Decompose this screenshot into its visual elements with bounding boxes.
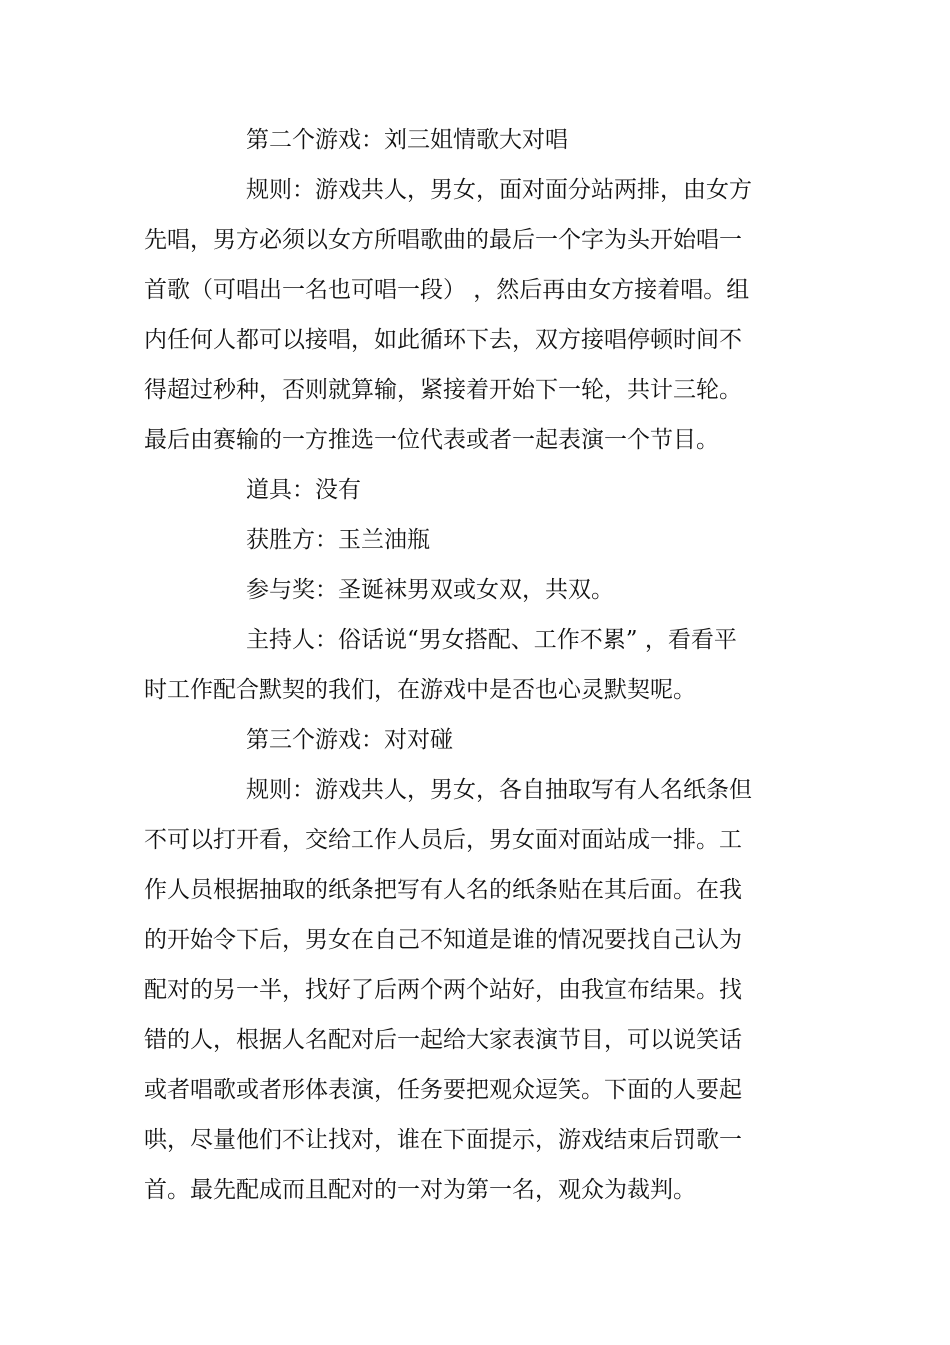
text-line: 首歌（可唱出一名也可唱一段） ，然后再由女方接着唱。组 (144, 277, 750, 303)
text-line: 时工作配合默契的我们，在游戏中是否也心灵默契呢。 (144, 677, 696, 703)
text-line: 的开始令下后，男女在自己不知道是谁的情况要找自己认为 (144, 927, 742, 953)
text-line: 规则：游戏共人，男女，面对面分站两排，由女方 (246, 177, 752, 203)
text-line: 配对的另一半，找好了后两个两个站好，由我宣布结果。找 (144, 977, 742, 1003)
text-line: 得超过秒种，否则就算输，紧接着开始下一轮，共计三轮。 (144, 377, 742, 403)
host-line: 主持人：俗话说“男女搭配、工作不累” ，看看平 (246, 627, 737, 653)
text-line: 先唱，男方必须以女方所唱歌曲的最后一个字为头开始唱一 (144, 227, 742, 253)
heading-game-three: 第三个游戏：对对碰 (246, 727, 453, 753)
text-line: 哄，尽量他们不让找对，谁在下面提示，游戏结束后罚歌一 (144, 1127, 742, 1153)
winner-line: 获胜方：玉兰油瓶 (246, 527, 430, 553)
participation-award-line: 参与奖：圣诞袜男双或女双，共双。 (246, 577, 614, 603)
text-line: 首。最先配成而且配对的一对为第一名，观众为裁判。 (144, 1177, 696, 1203)
props-line: 道具：没有 (246, 477, 361, 503)
text-line: 作人员根据抽取的纸条把写有人名的纸条贴在其后面。在我 (144, 877, 742, 903)
text-line: 内任何人都可以接唱，如此循环下去，双方接唱停顿时间不 (144, 327, 742, 353)
text-line: 规则：游戏共人，男女，各自抽取写有人名纸条但 (246, 777, 752, 803)
text-line: 错的人，根据人名配对后一起给大家表演节目，可以说笑话 (144, 1027, 742, 1053)
heading-game-two: 第二个游戏：刘三姐情歌大对唱 (246, 127, 568, 153)
text-line: 或者唱歌或者形体表演，任务要把观众逗笑。下面的人要起 (144, 1077, 742, 1103)
text-line: 最后由赛输的一方推选一位代表或者一起表演一个节目。 (144, 427, 719, 453)
text-line: 不可以打开看，交给工作人员后，男女面对面站成一排。工 (144, 827, 742, 853)
